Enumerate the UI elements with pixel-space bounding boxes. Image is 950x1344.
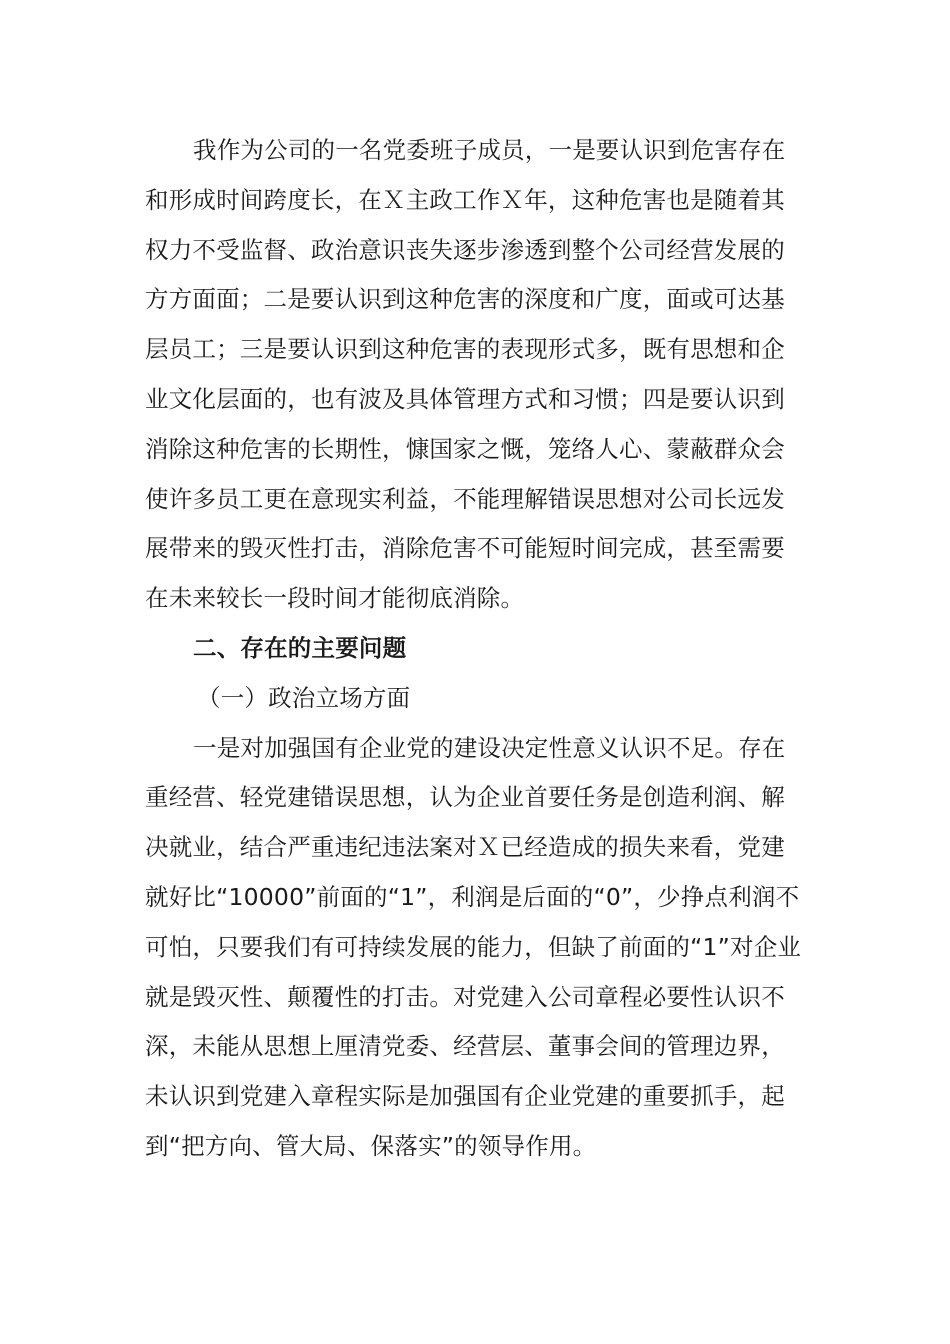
paragraph-line: 在未来较长一段时间才能彻底消除。 [145, 584, 525, 613]
subsection-heading: （一）政治立场方面 [197, 683, 411, 712]
paragraph-line: 权力不受监督、政治意识丧失逐步渗透到整个公司经营发展的 [145, 235, 785, 264]
paragraph-line: 我作为公司的一名党委班子成员，一是要认识到危害存在 [193, 136, 786, 164]
section-heading: 二、存在的主要问题 [193, 633, 407, 662]
paragraph-line: 可怕，只要我们有可持续发展的能力，但缺了前面的“1”对企业 [145, 932, 802, 961]
paragraph-line: 和形成时间跨度长，在Ｘ主政工作Ｘ年，这种危害也是随着其 [145, 185, 785, 214]
paragraph-line: 到“把方向、管大局、保落实”的领导作用。 [145, 1131, 597, 1160]
paragraph-line: 深，未能从思想上厘清党委、经营层、董事会间的管理边界， [145, 1032, 785, 1061]
paragraph-line: 展带来的毁灭性打击，消除危害不可能短时间完成，甚至需要 [145, 534, 785, 563]
paragraph-line: 使许多员工更在意现实利益，不能理解错误思想对公司长远发 [145, 484, 785, 513]
paragraph-line: 层员工；三是要认识到这种危害的表现形式多，既有思想和企 [145, 335, 785, 364]
paragraph-line: 未认识到党建入章程实际是加强国有企业党建的重要抓手，起 [145, 1082, 785, 1111]
paragraph-line: 决就业，结合严重违纪违法案对Ｘ已经造成的损失来看，党建 [145, 833, 785, 862]
document-body [145, 126, 805, 1172]
paragraph-line: 消除这种危害的长期性，慷国家之慨，笼络人心、蒙蔽群众会 [145, 434, 785, 463]
paragraph-line: 重经营、轻党建错误思想，认为企业首要任务是创造利润、解 [145, 783, 785, 812]
paragraph-line: 业文化层面的，也有波及具体管理方式和习惯；四是要认识到 [145, 384, 785, 413]
paragraph-line: 一是对加强国有企业党的建设决定性意义认识不足。存在 [193, 733, 786, 762]
paragraph-line: 就好比“10000”前面的“1”，利润是后面的“0”，少挣点利润不 [145, 882, 800, 911]
paragraph-line: 方方面面；二是要认识到这种危害的深度和广度，面或可达基 [145, 285, 785, 314]
paragraph-line: 就是毁灭性、颠覆性的打击。对党建入公司章程必要性认识不 [145, 982, 785, 1011]
